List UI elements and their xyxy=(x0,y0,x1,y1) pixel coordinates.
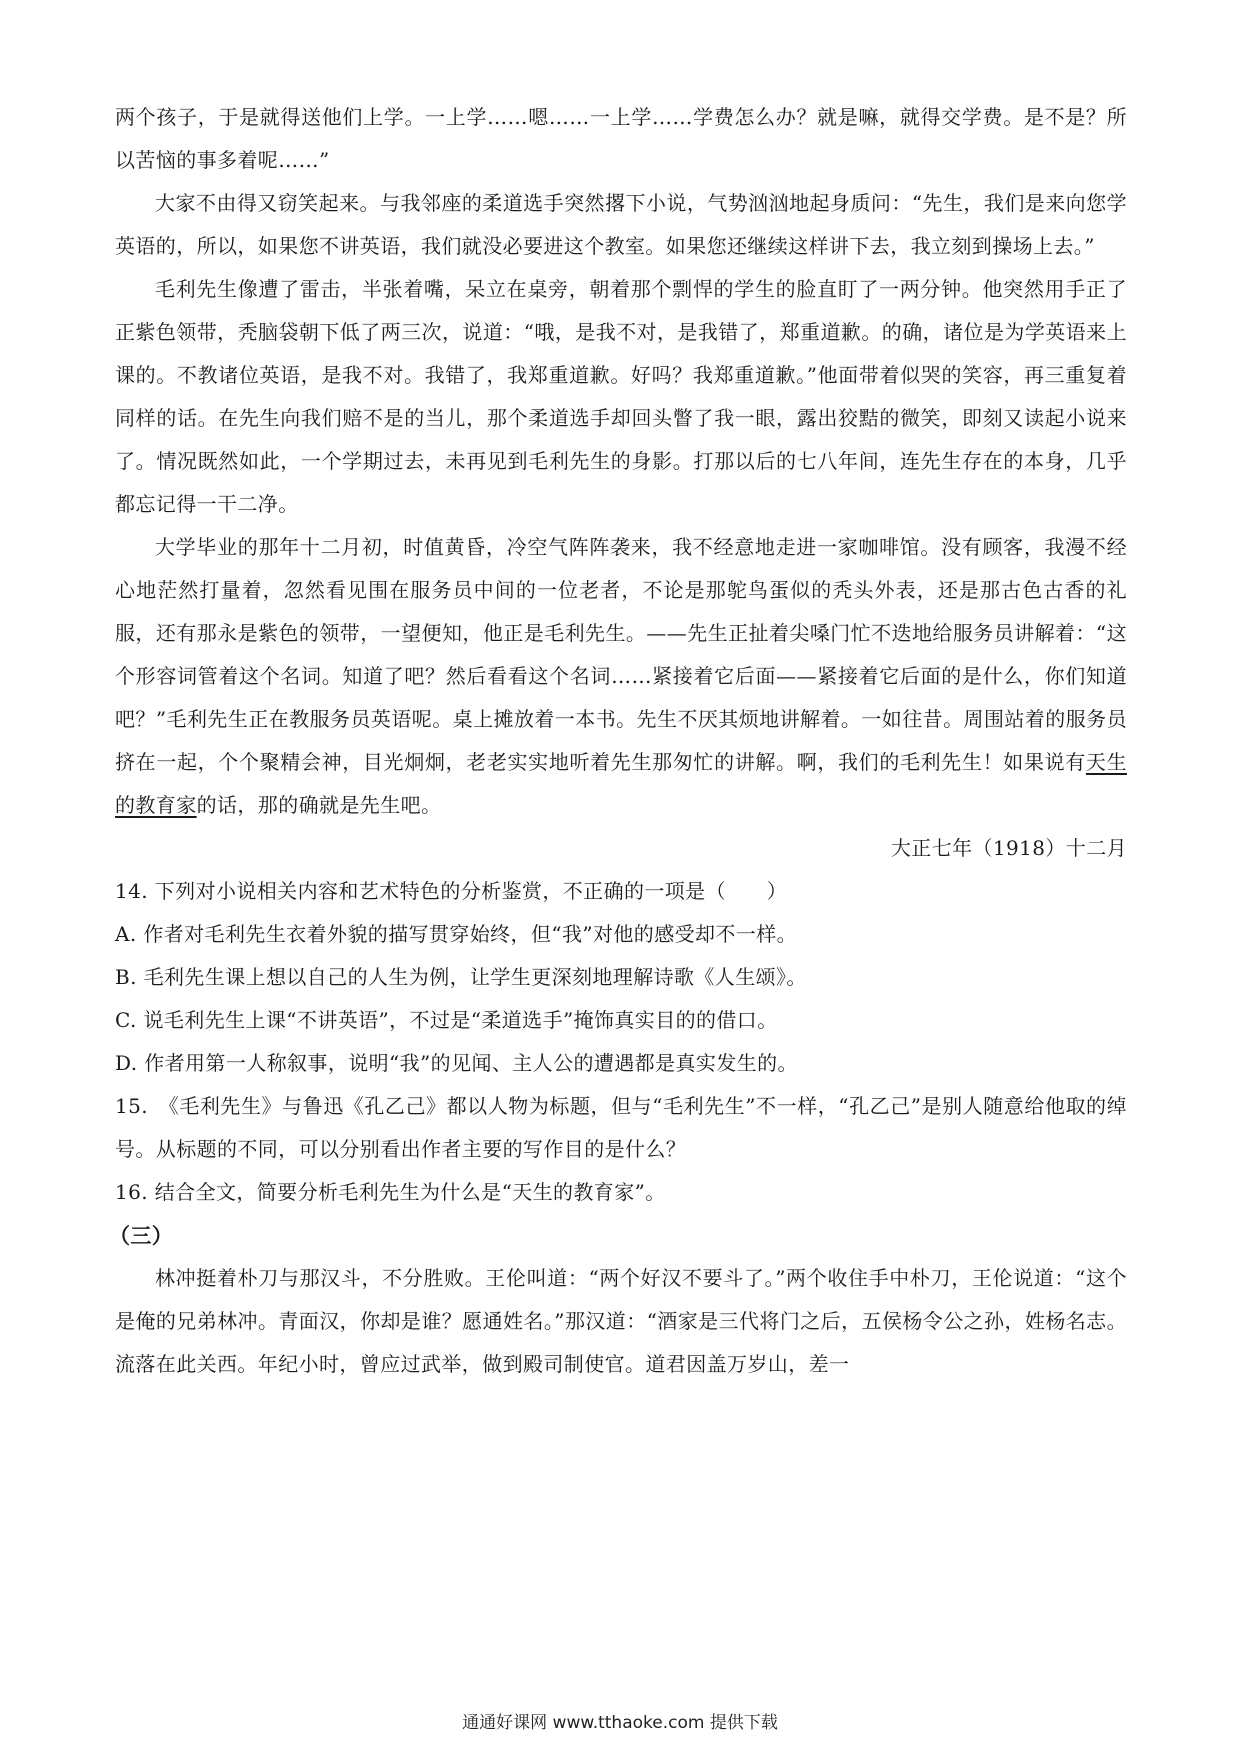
question-14-option-a: A. 作者对毛利先生衣着外貌的描写贯穿始终，但“我”对他的感受却不一样。 xyxy=(115,922,798,946)
question-14-option-d: D. 作者用第一人称叙事，说明“我”的见闻、主人公的遭遇都是真实发生的。 xyxy=(115,1051,798,1075)
question-16: 16. 结合全文，简要分析毛利先生为什么是“天生的教育家”。 xyxy=(115,1180,666,1204)
question-14: 14. 下列对小说相关内容和艺术特色的分析鉴赏，不正确的一项是（ ） xyxy=(115,879,788,903)
passage-paragraph-2: 大家不由得又窃笑起来。与我邻座的柔道选手突然撂下小说，气势汹汹地起身质问：“先生，我们是来向您学英语的，所以，如果您不讲英语，我们就没必要进这个教室。如果您还继续这样讲下去，我立刻到操场上去。” xyxy=(115,191,1127,258)
passage-paragraph-3: 毛利先生像遭了雷击，半张着嘴，呆立在桌旁，朝着那个剽悍的学生的脸直盯了一两分钟。他突然用手正了正紫色领带，秃脑袋朝下低了两三次，说道：“哦，是我不对，是我错了，郑重道歉。的确，诸位是为学英语来上课的。不教诸位英语，是我不对。我错了，我郑重道歉。好吗？我郑重道歉。”他面带着似哭的笑容，再三重复着同样的话。在先生向我们赔不是的当儿，那个柔道选手却回头瞥了我一眼，露出狡黠的微笑，即刻又读起小说来了。情况既然如此，一个学期过去，未再见到毛利先生的身影。打那以后的七八年间，连先生存在的本身，几乎都忘记得一干二净。 xyxy=(115,277,1127,516)
passage-paragraph-4 xyxy=(115,526,1127,827)
page-footer: 通通好课网 www.tthaoke.com 提供下载 xyxy=(462,1713,778,1733)
question-14-option-b: B. 毛利先生课上想以自己的人生为例，让学生更深刻地理解诗歌《人生颂》。 xyxy=(115,965,807,989)
section-three-heading: （三） xyxy=(109,1223,174,1248)
underlined-phrase: 天生的教育家 xyxy=(115,750,1127,817)
page-content xyxy=(109,96,1127,1386)
section-three-paragraph-1: 林冲挺着朴刀与那汉斗，不分胜败。王伦叫道：“两个好汉不要斗了。”两个收住手中朴刀，王伦说道：“这个是俺的兄弟林冲。青面汉，你却是谁？愿通姓名。”那汉道：“酒家是三代将门之后，五侯杨令公之孙，姓杨名志。流落在此关西。年纪小时，曾应过武举，做到殿司制使官。道君因盖万岁山，差一 xyxy=(115,1266,1127,1376)
question-14-option-c: C. 说毛利先生上课“不讲英语”，不过是“柔道选手”掩饰真实目的的借口。 xyxy=(115,1008,778,1032)
paragraph-4-end: 的话，那的确就是先生吧。 xyxy=(196,793,442,817)
paragraph-4-text: 大学毕业的那年十二月初，时值黄昏，冷空气阵阵袭来，我不经意地走进一家咖啡馆。没有顾客，我漫不经心地茫然打量着，忽然看见围在服务员中间的一位老者，不论是那鸵鸟蛋似的秃头外表，还是那古色古香的礼服，还有那永是紫色的领带，一望便知，他正是毛利先生。——先生正扯着尖嗓门忙不迭地给服务员讲解着：“这个形容词管着这个名词。知道了吧？然后看看这个名词……紧接着它后面——紧接着它后面的是什么，你们知道吧？”毛利先生正在教服务员英语呢。桌上摊放着一本书。先生不厌其烦地讲解着。一如往昔。周围站着的服务员挤在一起，个个聚精会神，目光炯炯，老老实实地听着先生那匆忙的讲解。啊，我们的毛利先生！如果说有 xyxy=(115,535,1127,774)
passage-paragraph-1: 两个孩子，于是就得送他们上学。一上学……嗯……一上学……学费怎么办？就是嘛，就得交学费。是不是？所以苦恼的事多着呢……” xyxy=(115,105,1127,172)
question-15: 15. 《毛利先生》与鲁迅《孔乙己》都以人物为标题，但与“毛利先生”不一样，“孔乙己”是别人随意给他取的绰号。从标题的不同，可以分别看出作者主要的写作目的是什么？ xyxy=(115,1094,1127,1161)
passage-date: 大正七年（1918）十二月 xyxy=(890,836,1127,860)
